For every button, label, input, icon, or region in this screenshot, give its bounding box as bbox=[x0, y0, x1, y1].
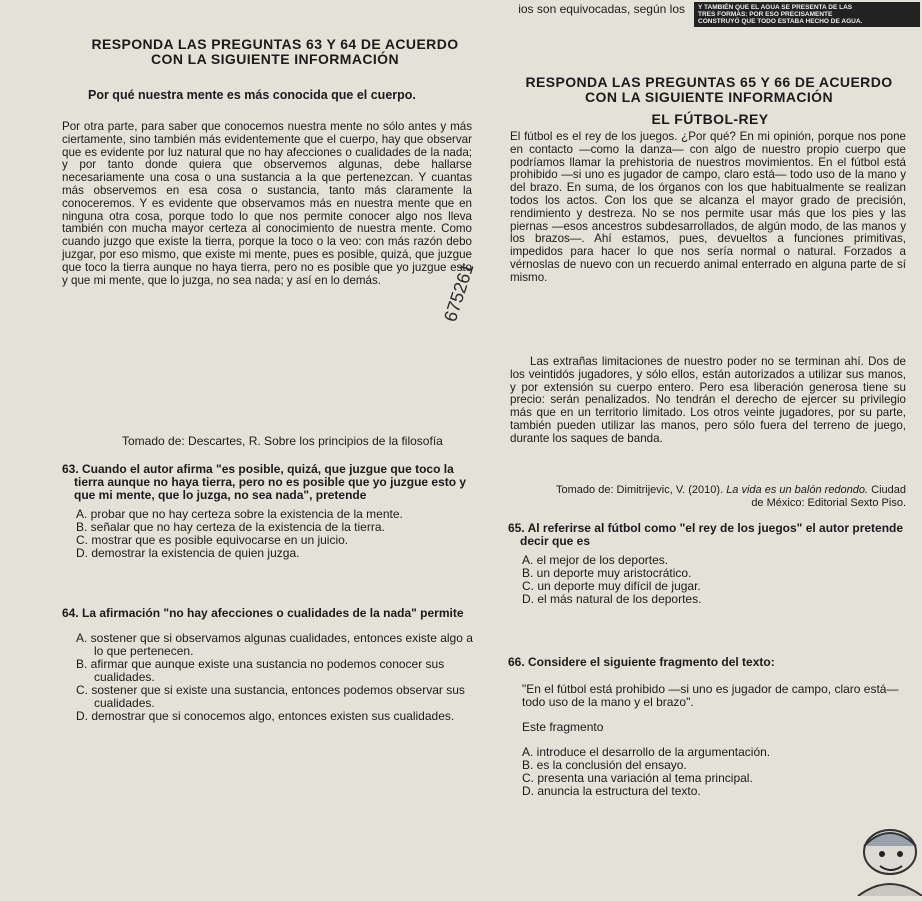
question-63-option-c: C. mostrar que es posible equivocarse en un juicio. bbox=[76, 533, 349, 547]
banner-line: TRES FORMAS: POR ESO PRECISAMENTE bbox=[698, 11, 833, 18]
left-heading bbox=[70, 37, 480, 67]
question-66 bbox=[508, 656, 908, 798]
watermark-number: 675261 bbox=[440, 260, 478, 325]
question-65-option-d: D. el más natural de los deportes. bbox=[522, 592, 702, 606]
question-66-lead: Este fragmento bbox=[522, 720, 604, 734]
question-63 bbox=[62, 463, 482, 560]
question-66-option-c: C. presenta una variación al tema principal. bbox=[522, 771, 753, 785]
right-title: EL FÚTBOL-REY bbox=[651, 111, 769, 127]
right-para1: El fútbol es el rey de los juegos. ¿Por qué? En mi opinión, porque nos pone en contacto —como la danza— con algo de nuestro propio cuerpo que podríamos llamar la prehistoria de nuestros movimientos. En el fútbol está prohibido —si uno es jugador de campo, claro está— todo uso de la mano y del brazo. En suma, de los órganos con los que habitualmente se realizan todos los actos. Con los que se alcanza el mayor grado de precisión, rendimiento y destreza. No se nos permite usar más que los pies y las piernas —esos ancestros subdesarrollados, de algún modo, de las manos y los brazos—. Ahí estamos, pues, devueltos a funciones primitivas, impedidos para hacer lo que nos sería normal o natural. Forzados a vérnoslas de nuevo con un recuerdo animal enterrado en alguna parte de sí mismo. bbox=[510, 130, 906, 284]
left-heading-line1: RESPONDA LAS PREGUNTAS 63 Y 64 DE ACUERDO bbox=[91, 36, 459, 52]
question-66-option-b: B. es la conclusión del ensayo. bbox=[522, 758, 687, 772]
right-source-city: Ciudad bbox=[871, 484, 906, 496]
question-65-option-b: B. un deporte muy aristocrático. bbox=[522, 566, 692, 580]
right-heading bbox=[504, 75, 914, 105]
right-para2: Las extrañas limitaciones de nuestro poder no se terminan ahí. Dos de los veintidós jugadores, y sólo ellos, están autorizados a utilizar sus manos, y por extensión su cuerpo entero. Pero esa liberación generosa tiene su precio: serán penalizados. No tendrán el derecho de ejercer su privilegio más que en un territorio limitado. Los otros veinte jugadores, por su parte, también pueden utilizar las manos, pero sólo fuera del terreno de juego, durante los saques de banda. bbox=[510, 355, 906, 445]
banner-line: Y TAMBIÉN QUE EL AGUA SE PRESENTA DE LAS bbox=[698, 4, 853, 11]
left-heading-line2: CON LA SIGUIENTE INFORMACIÓN bbox=[151, 51, 399, 67]
question-63-stem: 63. Cuando el autor afirma "es posible, quizá, que juzgue que toco la tierra aunque no haya tierra, pero no es posible que yo juzgue esto y que mi mente, que lo juzga, no sea nada", pretende bbox=[62, 462, 467, 502]
question-66-option-d: D. anuncia la estructura del texto. bbox=[522, 784, 701, 798]
question-65 bbox=[508, 522, 908, 606]
question-65-option-c: C. un deporte muy difícil de jugar. bbox=[522, 579, 701, 593]
left-title: Por qué nuestra mente es más conocida que el cuerpo. bbox=[88, 88, 416, 102]
top-fragment-text: ios son equivocadas, según los bbox=[518, 2, 685, 16]
question-64-option-c: C. sostener que si existe una sustancia, entonces podemos observar sus cualidades. bbox=[76, 683, 465, 710]
right-heading-line2: CON LA SIGUIENTE INFORMACIÓN bbox=[585, 89, 833, 105]
top-banner bbox=[694, 2, 920, 27]
banner-line: CONSTRUYÓ QUE TODO ESTABA HECHO DE AGUA. bbox=[698, 18, 863, 25]
left-source: Tomado de: Descartes, R. Sobre los principios de la filosofía bbox=[122, 434, 443, 448]
question-64 bbox=[62, 607, 482, 723]
cartoon-illustration bbox=[850, 820, 922, 896]
right-source-prefix: Tomado de: Dimitrijevic, V. (2010). bbox=[556, 484, 724, 496]
question-66-quote: "En el fútbol está prohibido —si uno es jugador de campo, claro está— todo uso de la mano y el brazo". bbox=[522, 682, 899, 709]
question-64-stem: 64. La afirmación "no hay afecciones o cualidades de la nada" permite bbox=[62, 606, 464, 620]
question-65-stem: 65. Al referirse al fútbol como "el rey de los juegos" el autor pretende decir que es bbox=[508, 521, 904, 548]
question-63-option-d: D. demostrar la existencia de quien juzga. bbox=[76, 546, 300, 560]
question-65-option-a: A. el mejor de los deportes. bbox=[522, 553, 669, 567]
question-66-option-a: A. introduce el desarrollo de la argumentación. bbox=[522, 745, 771, 759]
left-passage: Por otra parte, para saber que conocemos nuestra mente no sólo antes y más ciertamente, sino también más evidentemente que el cuerpo, hay que observar que es evidente por luz natural que no hay afecciones o cualidades de la nada; y por tanto donde quiera que observemos algunas, debe hallarse necesariamente una cosa o una sustancia a la que pertenezcan. Y cuantas más observemos en esa cosa o sustancia, tanto más claramente la conoceremos. Y es evidente que observamos más en nuestra mente que en ninguna otra cosa, porque todo lo que nos permite conocer algo nos lleva también con mucha mayor certeza al conocimiento de nuestra mente. Como cuando juzgo que existe la tierra, porque la toco o la veo: con más razón debo juzgar, por eso mismo, que existe mi mente, pues es posible, quizá, que juzgue que toco la tierra aunque no haya tierra, pero no es posible que yo juzgue esto y que mi mente, que lo juzga, no sea nada; y así en lo demás. bbox=[62, 120, 472, 287]
question-63-option-a: A. probar que no hay certeza sobre la existencia de la mente. bbox=[76, 507, 403, 521]
right-source bbox=[510, 484, 906, 509]
question-64-option-a: A. sostener que si observamos algunas cualidades, entonces existe algo a lo que pertenecen. bbox=[76, 631, 473, 658]
question-64-option-b: B. afirmar que aunque existe una sustancia no podemos conocer sus cualidades. bbox=[76, 657, 445, 684]
question-64-option-d: D. demostrar que si conocemos algo, entonces existen sus cualidades. bbox=[76, 709, 455, 723]
question-66-stem: 66. Considere el siguiente fragmento del texto: bbox=[508, 655, 775, 669]
right-source-title: La vida es un balón redondo. bbox=[726, 484, 869, 496]
right-source-line2: de México: Editorial Sexto Piso. bbox=[751, 496, 906, 509]
question-63-option-b: B. señalar que no hay certeza de la existencia de la tierra. bbox=[76, 520, 385, 534]
right-heading-line1: RESPONDA LAS PREGUNTAS 65 Y 66 DE ACUERDO bbox=[525, 74, 893, 90]
